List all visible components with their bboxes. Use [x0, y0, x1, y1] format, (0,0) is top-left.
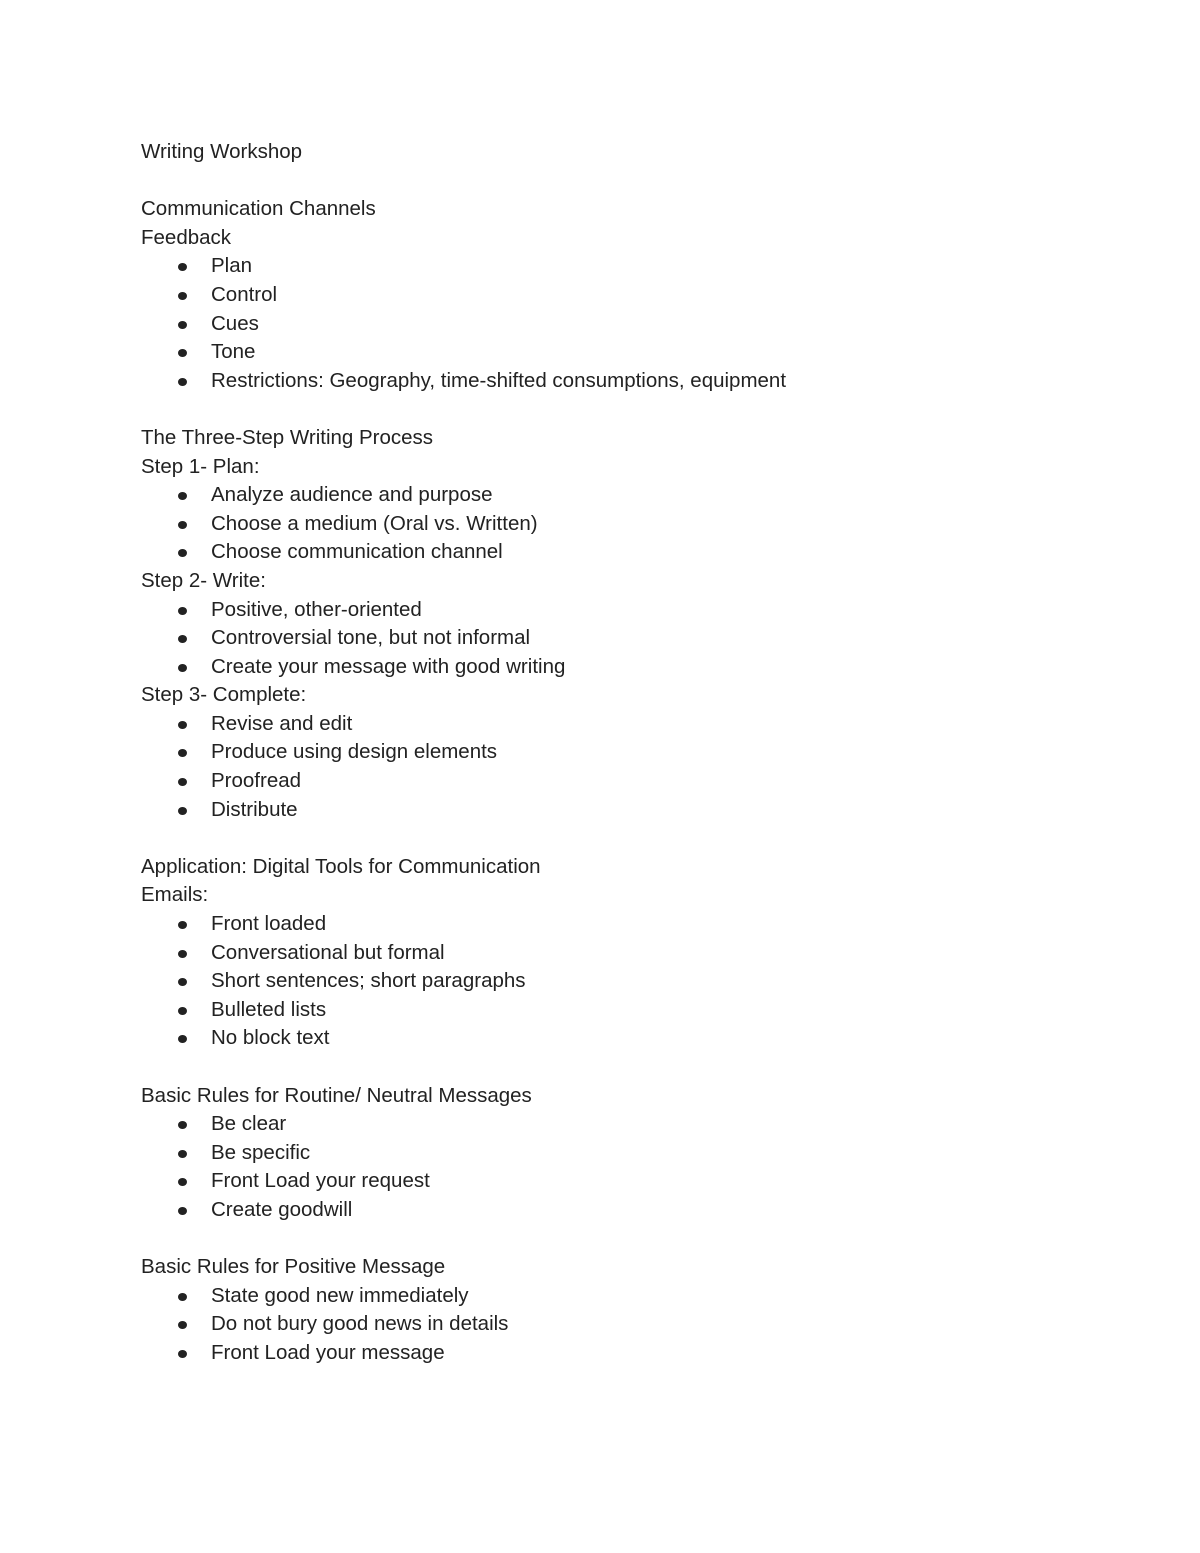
spacer — [141, 395, 1141, 424]
bullet-icon — [178, 807, 187, 815]
list-item: Controversial tone, but not informal — [141, 624, 1141, 653]
list-item: Proofread — [141, 767, 1141, 796]
routine-rules-list — [141, 1110, 1141, 1224]
bullet-icon — [178, 950, 187, 958]
subheading-emails: Emails: — [141, 883, 209, 907]
list-item: Be clear — [141, 1110, 1141, 1139]
section-heading-communication-channels: Communication Channels — [141, 197, 376, 221]
feedback-list — [141, 252, 1141, 395]
spacer — [141, 1053, 1141, 1082]
list-item: Positive, other-oriented — [141, 596, 1141, 625]
bullet-icon — [178, 263, 187, 271]
list-item: Produce using design elements — [141, 738, 1141, 767]
bullet-icon — [178, 1150, 187, 1158]
bullet-icon — [178, 1121, 187, 1129]
list-item: Distribute — [141, 796, 1141, 825]
list-item: State good new immediately — [141, 1282, 1141, 1311]
list-item: Do not bury good news in details — [141, 1310, 1141, 1339]
list-item: Choose communication channel — [141, 538, 1141, 567]
list-item: Choose a medium (Oral vs. Written) — [141, 510, 1141, 539]
bullet-icon — [178, 492, 187, 500]
list-item: Create your message with good writing — [141, 653, 1141, 682]
section-heading-three-step-process: The Three-Step Writing Process — [141, 425, 434, 449]
bullet-icon — [178, 292, 187, 300]
bullet-icon — [178, 549, 187, 557]
bullet-icon — [178, 1178, 187, 1186]
bullet-icon — [178, 1007, 187, 1015]
list-item: Revise and edit — [141, 710, 1141, 739]
list-item: Control — [141, 281, 1141, 310]
bullet-icon — [178, 1350, 187, 1358]
bullet-icon — [178, 1207, 187, 1215]
bullet-icon — [178, 1321, 187, 1329]
document-page — [141, 138, 1141, 1368]
document-title: Writing Workshop — [141, 140, 303, 163]
spacer — [141, 167, 1141, 196]
bullet-icon — [178, 1035, 187, 1043]
list-item: Analyze audience and purpose — [141, 481, 1141, 510]
list-item: Bulleted lists — [141, 996, 1141, 1025]
list-item: Restrictions: Geography, time-shifted consumptions, equipment — [141, 367, 1141, 396]
bullet-icon — [178, 321, 187, 329]
bullet-icon — [178, 635, 187, 643]
subheading-feedback: Feedback — [141, 225, 232, 249]
spacer — [141, 1225, 1141, 1254]
spacer — [141, 824, 1141, 853]
bullet-icon — [178, 607, 187, 615]
list-item: Cues — [141, 310, 1141, 339]
step-label-complete: Step 3- Complete: — [141, 683, 307, 707]
step-plan-list — [141, 481, 1141, 567]
list-item: Plan — [141, 252, 1141, 281]
list-item: No block text — [141, 1024, 1141, 1053]
bullet-icon — [178, 721, 187, 729]
step-write-list — [141, 596, 1141, 682]
list-item: Create goodwill — [141, 1196, 1141, 1225]
positive-rules-list — [141, 1282, 1141, 1368]
list-item: Conversational but formal — [141, 939, 1141, 968]
step-complete-list — [141, 710, 1141, 824]
emails-list — [141, 910, 1141, 1053]
bullet-icon — [178, 749, 187, 757]
step-label-plan: Step 1- Plan: — [141, 454, 260, 478]
list-item: Short sentences; short paragraphs — [141, 967, 1141, 996]
bullet-icon — [178, 378, 187, 386]
section-heading-routine-messages: Basic Rules for Routine/ Neutral Messages — [141, 1083, 532, 1107]
bullet-icon — [178, 778, 187, 786]
list-item: Front Load your request — [141, 1167, 1141, 1196]
bullet-icon — [178, 349, 187, 357]
bullet-icon — [178, 1293, 187, 1301]
bullet-icon — [178, 978, 187, 986]
list-item: Tone — [141, 338, 1141, 367]
section-heading-digital-tools: Application: Digital Tools for Communication — [141, 854, 541, 878]
bullet-icon — [178, 521, 187, 529]
list-item: Be specific — [141, 1139, 1141, 1168]
step-label-write: Step 2- Write: — [141, 568, 266, 592]
list-item: Front loaded — [141, 910, 1141, 939]
bullet-icon — [178, 664, 187, 672]
list-item: Front Load your message — [141, 1339, 1141, 1368]
section-heading-positive-message: Basic Rules for Positive Message — [141, 1255, 446, 1279]
bullet-icon — [178, 921, 187, 929]
